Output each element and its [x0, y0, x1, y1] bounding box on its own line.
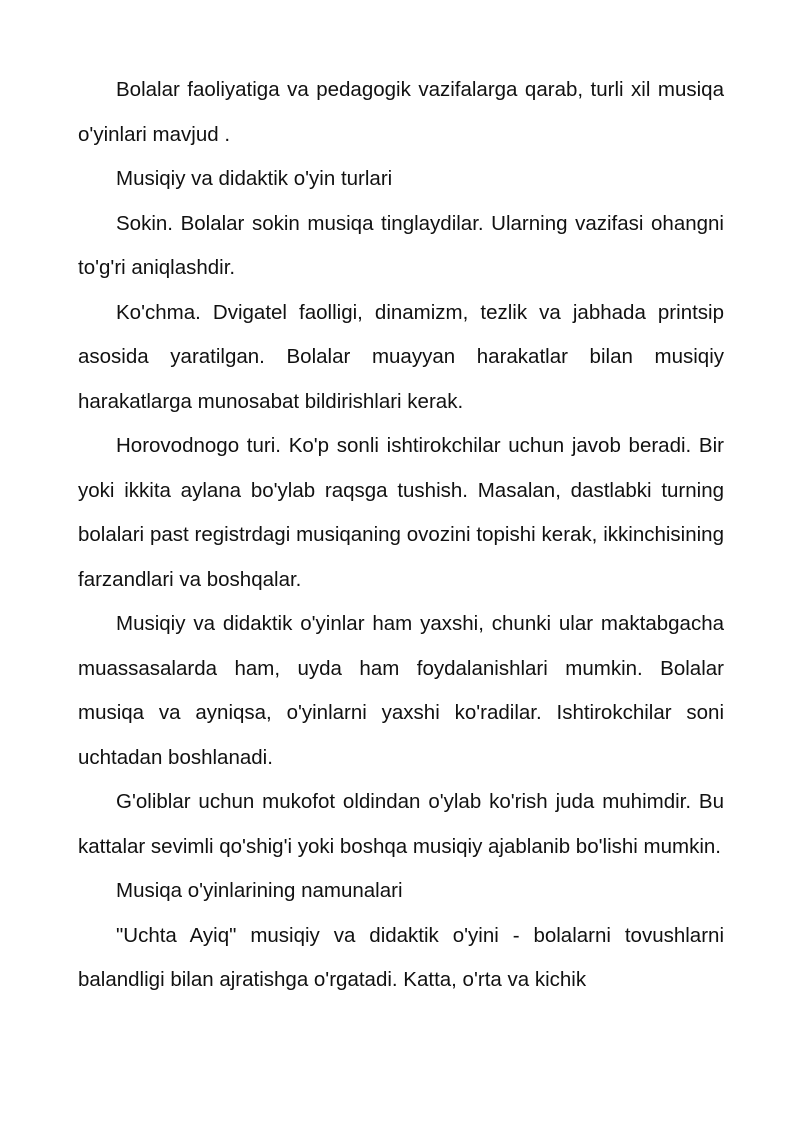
paragraph-text: Dvigatel faolligi, dinamizm, tezlik va jabhada printsip asosida yaratilgan. Bolalar muayyan harakatlar bilan musiqiy harakatlarga munosabat bildirishlari kerak. [78, 300, 724, 413]
section-heading-game-types [78, 157, 724, 202]
paragraph-horovod [78, 424, 724, 602]
heading-text: Musiqa o'yinlarining namunalari [116, 879, 403, 902]
paragraph-text: Ko'p sonli ishtirokchilar uchun javob beradi. Bir yoki ikkita aylana bo'ylab raqsga tushish. Masalan, dastlabki turning bolalari past registrdagi musiqaning ovozini topishi kerak, ikkinchisining farzandlari va boshqalar. [78, 434, 724, 591]
paragraph-lead: Horovodnogo turi. [116, 434, 281, 457]
paragraph-lead: Sokin. [116, 211, 173, 235]
paragraph-didactic-games [78, 602, 724, 780]
paragraph-text: G'oliblar uchun mukofot oldindan o'ylab ko'rish juda muhimdir. Bu kattalar sevimli qo'shig'i yoki boshqa musiqiy ajablanib bo'lishi mumkin. [78, 790, 724, 858]
paragraph-intro [78, 68, 724, 157]
paragraph-lead: Ko'chma. [116, 300, 201, 324]
paragraph-kochma [78, 291, 724, 425]
paragraph-text: Musiqiy va didaktik o'yinlar ham yaxshi, chunki ular maktabgacha muassasalarda ham, uyda ham foydalanishlari mumkin. Bolalar musiqa va ayniqsa, o'yinlarni yaxshi ko'radilar. Ishtirokchilar soni uchtadan boshlanadi. [78, 612, 724, 769]
paragraph-text: Bolalar sokin musiqa tinglaydilar. Ularning vazifasi ohangni to'g'ri aniqlashdir. [78, 211, 724, 279]
section-heading-examples [78, 869, 724, 914]
paragraph-text: Bolalar faoliyatiga va pedagogik vazifalarga qarab, turli xil musiqa o'yinlari mavjud . [78, 78, 724, 146]
document-body [78, 68, 724, 1003]
paragraph-winners [78, 780, 724, 869]
heading-text: Musiqiy va didaktik o'yin turlari [116, 167, 393, 190]
paragraph-sokin [78, 202, 724, 291]
paragraph-three-bears [78, 914, 724, 1003]
paragraph-text: "Uchta Ayiq" musiqiy va didaktik o'yini - bolalarni tovushlarni balandligi bilan ajratishga o'rgatadi. Katta, o'rta va kichik [78, 923, 724, 991]
